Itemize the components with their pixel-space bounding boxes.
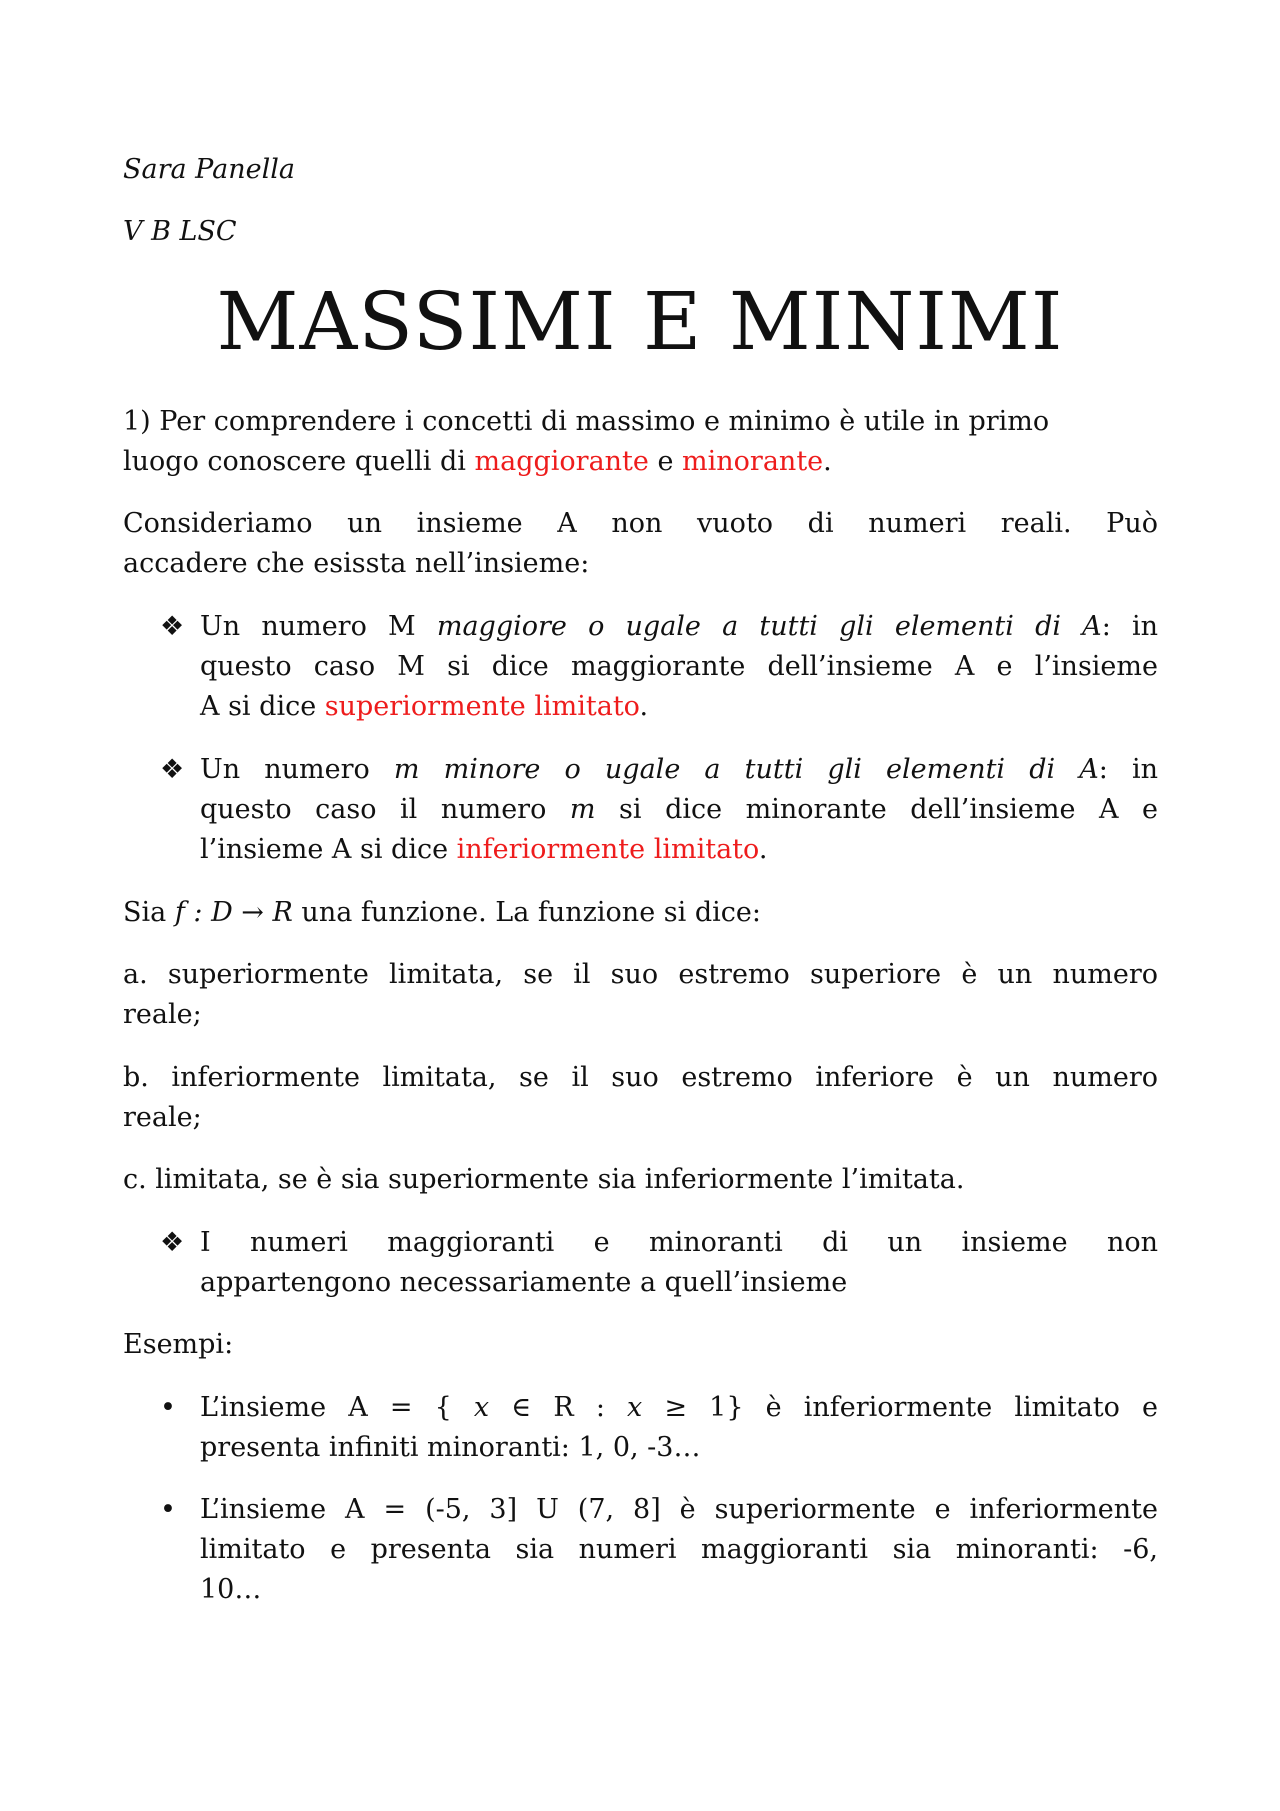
diamond-bullet-icon: ❖ bbox=[160, 754, 185, 785]
case-c-line-1: c. limitata, se è sia superiormente sia inferiormente l’imitata. bbox=[123, 1164, 965, 1195]
text: A si dice bbox=[200, 691, 325, 722]
text: ∈ R : bbox=[489, 1392, 628, 1423]
text: Un numero M bbox=[200, 611, 437, 642]
intro-line-2 bbox=[123, 442, 1158, 482]
author-name: Sara Panella bbox=[123, 154, 295, 185]
diamond-bullet-icon: ❖ bbox=[160, 1227, 185, 1258]
class-label: V B LSC bbox=[123, 216, 237, 247]
intro-text: . bbox=[823, 446, 832, 477]
example-2-line-1: L’insieme A = (-5, 3] U (7, 8] è superiormente e inferiormente bbox=[200, 1494, 1158, 1525]
bullet-def-2-line-1 bbox=[200, 750, 1158, 790]
function-formula: f : D → R bbox=[174, 897, 293, 928]
intro-text: e bbox=[648, 446, 683, 477]
bullet-def-1-line-3 bbox=[200, 687, 1158, 727]
consider-line-1: Consideriamo un insieme A non vuoto di numeri reali. Può bbox=[123, 508, 1158, 539]
term-maggiorante: maggiorante bbox=[474, 446, 649, 477]
text: l’insieme A si dice bbox=[200, 834, 457, 865]
text: : in bbox=[1101, 611, 1158, 642]
italic-text: m minore o ugale a tutti gli elementi di A bbox=[393, 754, 1099, 785]
term-inferiormente-limitato: inferiormente limitato bbox=[456, 834, 759, 865]
text: si dice minorante dell’insieme A e bbox=[595, 794, 1158, 825]
term-superiormente-limitato: superiormente limitato bbox=[324, 691, 640, 722]
term-minorante: minorante bbox=[682, 446, 824, 477]
bullet-def-2-line-2 bbox=[200, 790, 1158, 830]
note-line-1: I numeri maggioranti e minoranti di un insieme non bbox=[200, 1227, 1158, 1258]
bullet-def-2-line-3 bbox=[200, 830, 1158, 870]
example-2-line-2: limitato e presenta sia numeri maggioranti sia minoranti: -6, bbox=[200, 1534, 1158, 1565]
intro-text: luogo conoscere quelli di bbox=[123, 446, 475, 477]
consider-line-2: accadere che esissta nell’insieme: bbox=[123, 548, 590, 579]
text: . bbox=[758, 834, 768, 865]
text: ≥ 1} è inferiormente limitato e bbox=[642, 1392, 1159, 1423]
math-var: x bbox=[473, 1392, 490, 1423]
case-b-line-2: reale; bbox=[123, 1102, 202, 1133]
note-line-2: appartengono necessariamente a quell’insieme bbox=[200, 1267, 848, 1298]
example-2-line-3: 10… bbox=[200, 1574, 262, 1605]
text: L’insieme A = { bbox=[200, 1392, 474, 1423]
dot-bullet-icon: • bbox=[160, 1392, 176, 1423]
bullet-def-1-line-2: questo caso M si dice maggiorante dell’insieme A e l’insieme bbox=[200, 651, 1158, 682]
case-a-line-2: reale; bbox=[123, 999, 202, 1030]
text: : in bbox=[1098, 754, 1158, 785]
example-1-line-2: presenta infiniti minoranti: 1, 0, -3… bbox=[200, 1432, 701, 1463]
case-b-line-1: b. inferiormente limitata, se il suo estremo inferiore è un numero bbox=[123, 1062, 1158, 1093]
italic-text: m bbox=[569, 794, 596, 825]
intro-line-1: 1) Per comprendere i concetti di massimo e minimo è utile in primo bbox=[123, 406, 1050, 437]
examples-heading: Esempi: bbox=[123, 1329, 234, 1360]
function-line bbox=[123, 893, 1158, 933]
bullet-def-1-line-1 bbox=[200, 607, 1158, 647]
italic-text: maggiore o ugale a tutti gli elementi di A bbox=[436, 611, 1102, 642]
diamond-bullet-icon: ❖ bbox=[160, 611, 185, 642]
text: una funzione. La funzione si dice: bbox=[292, 897, 761, 928]
dot-bullet-icon: • bbox=[160, 1494, 176, 1525]
text: Sia bbox=[123, 897, 175, 928]
page-title: MASSIMI E MINIMI bbox=[216, 275, 1064, 368]
text: . bbox=[639, 691, 649, 722]
text: Un numero bbox=[200, 754, 394, 785]
example-1-line-1 bbox=[200, 1388, 1158, 1428]
case-a-line-1: a. superiormente limitata, se il suo estremo superiore è un numero bbox=[123, 959, 1158, 990]
text: questo caso il numero bbox=[200, 794, 570, 825]
math-var: x bbox=[627, 1392, 643, 1423]
